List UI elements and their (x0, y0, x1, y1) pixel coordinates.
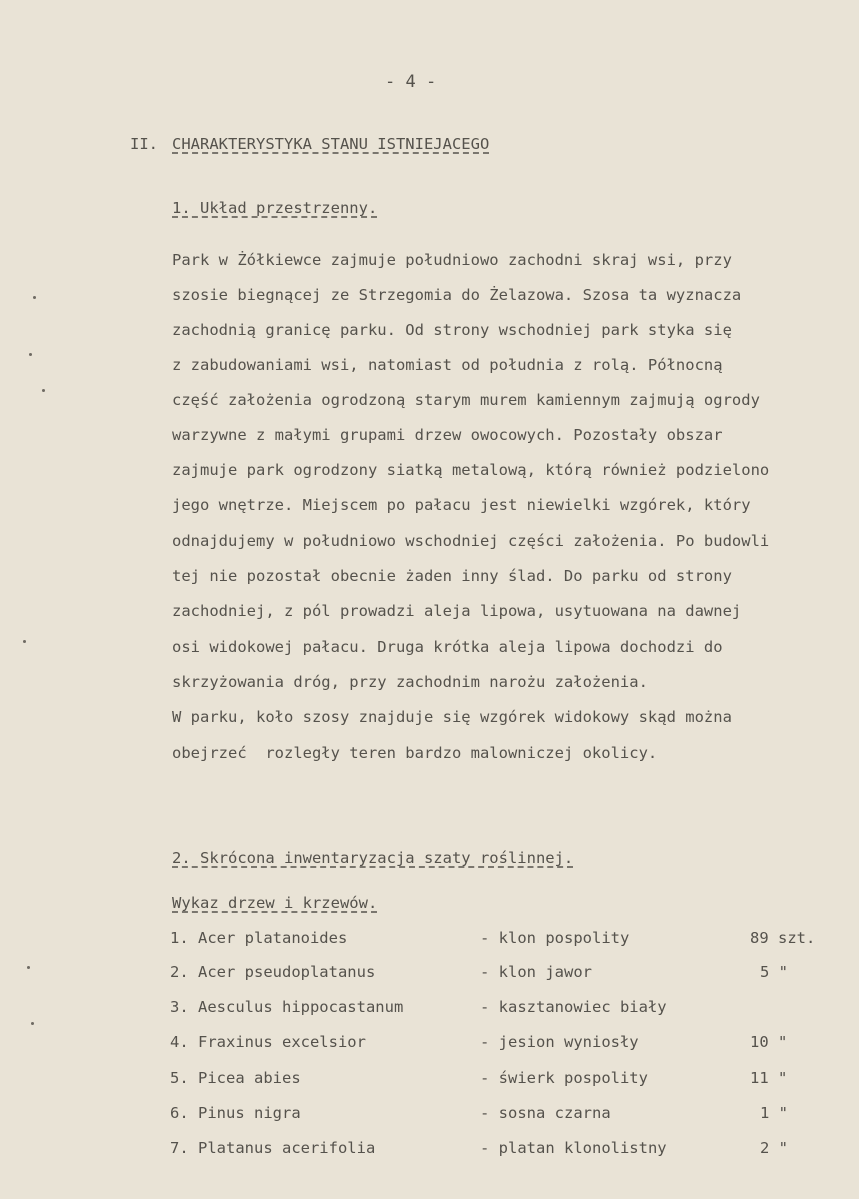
list-item-count: 11 " (750, 1069, 788, 1087)
subsection-1-heading: 1. Układ przestrzenny. (172, 199, 378, 217)
list-item-count: 2 " (760, 1139, 788, 1157)
margin-speck (42, 389, 45, 392)
paragraph-line: skrzyżowania dróg, przy zachodnim narożu założenia. (172, 673, 648, 691)
tree-list-heading: Wykaz drzew i krzewów. (172, 894, 378, 912)
list-item-count: 89 szt. (750, 929, 816, 947)
paragraph-line: Park w Żółkiewce zajmuje południowo zachodni skraj wsi, przy (172, 251, 732, 269)
paragraph-line: warzywne z małymi grupami drzew owocowych. Pozostały obszar (172, 426, 723, 444)
list-item-count: 5 " (760, 963, 788, 981)
paragraph-line: obejrzeć rozległy teren bardzo malowniczej okolicy. (172, 744, 658, 762)
list-item-latin: 6. Pinus nigra (170, 1104, 301, 1122)
list-item-polish: - kasztanowiec biały (480, 998, 667, 1016)
list-item-polish: - jesion wyniosły (480, 1033, 639, 1051)
list-item-polish: - sosna czarna (480, 1104, 611, 1122)
list-item-count: 1 " (760, 1104, 788, 1122)
list-item-latin: 7. Platanus acerifolia (170, 1139, 376, 1157)
paragraph-line: zajmuje park ogrodzony siatką metalową, którą również podzielono (172, 461, 770, 479)
paragraph-line: zachodnią granicę parku. Od strony wschodniej park styka się (172, 321, 732, 339)
paragraph-line: z zabudowaniami wsi, natomiast od południa z rolą. Północną (172, 356, 723, 374)
section-title: CHARAKTERYSTYKA STANU ISTNIEJACEGO (172, 135, 490, 153)
list-item-polish: - platan klonolistny (480, 1139, 667, 1157)
paragraph-line: osi widokowej pałacu. Druga krótka aleja lipowa dochodzi do (172, 638, 723, 656)
margin-speck (33, 296, 36, 299)
page-number: - 4 - (385, 72, 437, 92)
paragraph-line: odnajdujemy w południowo wschodniej części założenia. Po budowli (172, 532, 770, 550)
paragraph-line: część założenia ogrodzoną starym murem kamiennym zajmują ogrody (172, 391, 760, 409)
list-item-latin: 5. Picea abies (170, 1069, 301, 1087)
section-number: II. (130, 135, 158, 153)
list-item-latin: 2. Acer pseudoplatanus (170, 963, 376, 981)
list-item-polish: - klon pospolity (480, 929, 630, 947)
paragraph-line: jego wnętrze. Miejscem po pałacu jest niewielki wzgórek, który (172, 496, 751, 514)
subsection-2-heading: 2. Skrócona inwentaryzacja szaty roślinnej. (172, 849, 574, 867)
list-item-latin: 4. Fraxinus excelsior (170, 1033, 366, 1051)
paragraph-line: szosie biegnącej ze Strzegomia do Żelazowa. Szosa ta wyznacza (172, 286, 742, 304)
list-item-latin: 1. Acer platanoides (170, 929, 348, 947)
margin-speck (27, 966, 30, 969)
paragraph-line: zachodniej, z pól prowadzi aleja lipowa, usytuowana na dawnej (172, 602, 742, 620)
margin-speck (31, 1022, 34, 1025)
list-item-count: 10 " (750, 1033, 788, 1051)
paragraph-line: W parku, koło szosy znajduje się wzgórek widokowy skąd można (172, 708, 732, 726)
margin-speck (23, 640, 26, 643)
list-item-polish: - klon jawor (480, 963, 592, 981)
list-item-polish: - świerk pospolity (480, 1069, 648, 1087)
margin-speck (29, 353, 32, 356)
paragraph-line: tej nie pozostał obecnie żaden inny ślad. Do parku od strony (172, 567, 732, 585)
list-item-latin: 3. Aesculus hippocastanum (170, 998, 404, 1016)
